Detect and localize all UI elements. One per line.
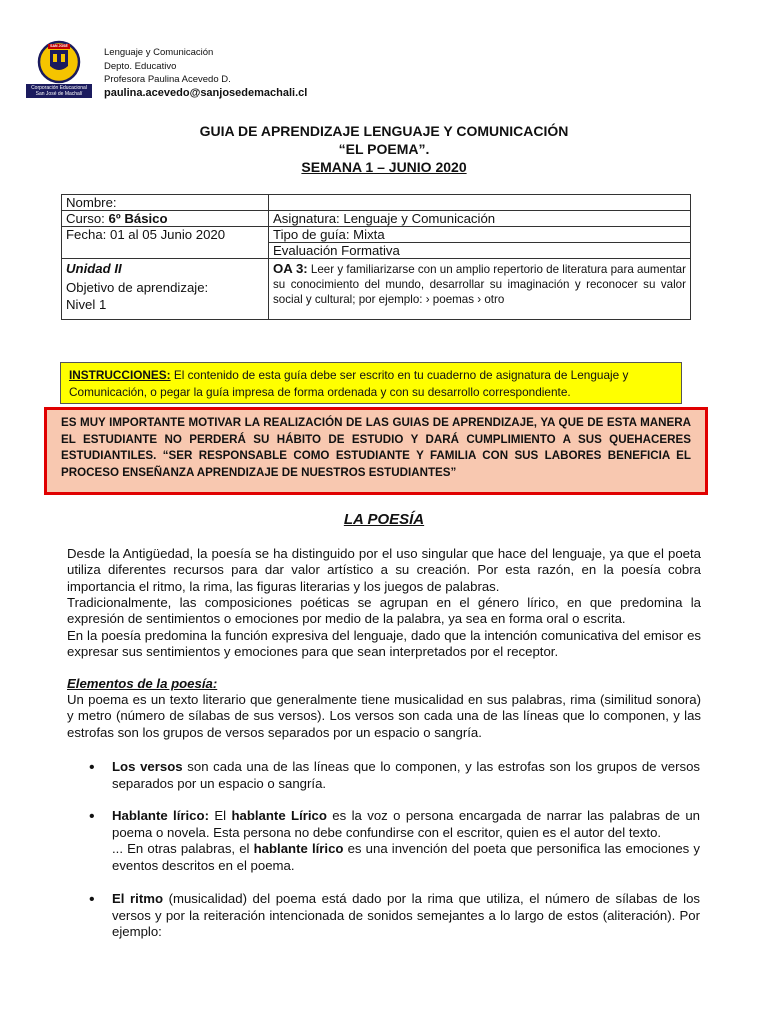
important-notice: ES MUY IMPORTANTE MOTIVAR LA REALIZACIÓN DE LAS GUIAS DE APRENDIZAJE, YA QUE DE ESTA MANERA EL ESTUDIANTE NO PERDERÁ SU HÁBITO DE ESTUDIO Y DARÁ CUMPLIMIENTO A SUS QUEHACERES ESTUDIANTILES. “SER RESPONSABLE COMO ESTUDIANTE Y FAMILIA CON SUS LABORES BENEFICIA EL PROCESO ENSEÑANZA APRENDIZAJE DE NUESTROS ESTUDIANTES” [44,407,708,495]
bullet-icon: • [89,759,95,776]
oa-description: Leer y familiarizarse con un amplio repertorio de literatura para aumentar su conocimiento del mundo, desarrollar su imaginación y reconocer su valor social y cultural; por ejemplo: › poemas › otro [273,263,686,306]
curso-label: Curso: [66,211,109,226]
logo-caption: Corporación Educacional San José de Machalí [31,85,87,97]
teacher-line: Profesora Paulina Acevedo D. [104,74,231,85]
bullet-icon: • [89,808,95,825]
instructions-box [60,362,682,404]
guide-week: SEMANA 1 – JUNIO 2020 [301,159,467,175]
paragraph-3: En la poesía predomina la función expresiva del lenguaje, dado que la intención comunicativa del emisor es expresar sus sentimientos y emociones para que sean interpretados por el receptor. [67,628,701,660]
curso-value: 6º Básico [108,211,168,226]
table-row [62,195,691,211]
bullet-ritmo-text: (musicalidad) del poema está dado por la rima que utiliza, el número de sílabas de los versos y por la reiteración intencionada de sonidos semejantes a lo largo de estos (aliteración). Por ejemplo: [112,891,700,939]
bullet-versos-text: son cada una de las líneas que lo componen, y las estrofas son los grupos de versos separados por un espacio o sangría. [112,759,700,791]
bullet-ritmo [112,891,700,941]
oa-cell [269,259,691,320]
bullet-hablante-term: Hablante lírico: [112,808,209,823]
teacher-email[interactable]: paulina.acevedo@sanjosedemachali.cl [104,86,308,99]
curso-cell [62,211,269,227]
logo-banner: SAN JOSÉ [50,44,68,48]
department-line: Depto. Educativo [104,60,177,72]
table-row [62,259,691,320]
table-row [62,227,691,243]
document-titles [0,122,768,176]
nivel-label: Nivel 1 [66,297,107,312]
unidad-label: Unidad II [66,261,122,276]
bullet-ritmo-term: El ritmo [112,891,163,906]
guide-title: GUIA DE APRENDIZAJE LENGUAJE Y COMUNICACIÓN [199,123,569,139]
header-info [104,46,307,100]
nombre-field[interactable] [269,195,691,211]
bullet-hablante: Hablante lírico: El hablante Lírico es la voz o persona encargada de narrar las palabras de un poema o novela. Esta persona no debe confundirse con el escritor, quien es el autor del texto. ... En otras palabras, el hablante lírico es una invención del poeta que personifica las emociones y eventos descritos en el poema. [112,808,700,873]
instructions-text: El contenido de esta guía debe ser escrito en tu cuaderno de asignatura de Lenguaje y Comunicación, o pegar la guía impresa de forma ordenada y con su desarrollo correspondiente. [69,368,629,399]
instructions-label: INSTRUCCIONES: [69,368,171,382]
bullet-versos-term: Los versos [112,759,183,774]
bullet-icon: • [89,891,95,908]
evaluacion-cell: Evaluación Formativa [269,243,691,259]
tipo-cell: Tipo de guía: Mixta [269,227,691,243]
unidad-cell [62,259,269,320]
bullet-versos [112,759,700,792]
fecha-cell: Fecha: 01 al 05 Junio 2020 [62,227,269,259]
oa-label: OA 3: [273,261,308,276]
table-row [62,211,691,227]
info-table [61,194,691,320]
paragraph-2: Tradicionalmente, las composiciones poéticas se agrupan en el género lírico, en que predomina la expresión de sentimientos o emociones por medio de la palabra, ya sea en forma oral o escrita. [67,595,701,627]
subject-line: Lenguaje y Comunicación [104,47,214,58]
nombre-label: Nombre: [62,195,269,211]
section-title: LA POESÍA [343,511,425,528]
elements-title: Elementos de la poesía: [67,676,218,691]
objetivo-label: Objetivo de aprendizaje: [66,280,209,295]
guide-subtitle: “EL POEMA”. [338,141,430,157]
elements-intro: Un poema es un texto literario que generalmente tiene musicalidad en sus palabras, rima (similitud sonora) y metro (número de sílabas de sus versos). Los versos son cada una de las líneas que lo componen, y las estrofas son los grupos de versos separados por un espacio o sangría. [67,692,701,740]
school-logo [24,38,94,100]
asignatura-cell: Asignatura: Lenguaje y Comunicación [269,211,691,227]
paragraph-1: Desde la Antigüedad, la poesía se ha distinguido por el uso singular que hace del lenguaje, ya que el poeta utiliza diferentes recursos para dar valor artístico a su creación. Por esta razón, en la poesía cobra importancia el ritmo, la rima, las figuras literarias y los juegos de palabras. [67,546,701,594]
